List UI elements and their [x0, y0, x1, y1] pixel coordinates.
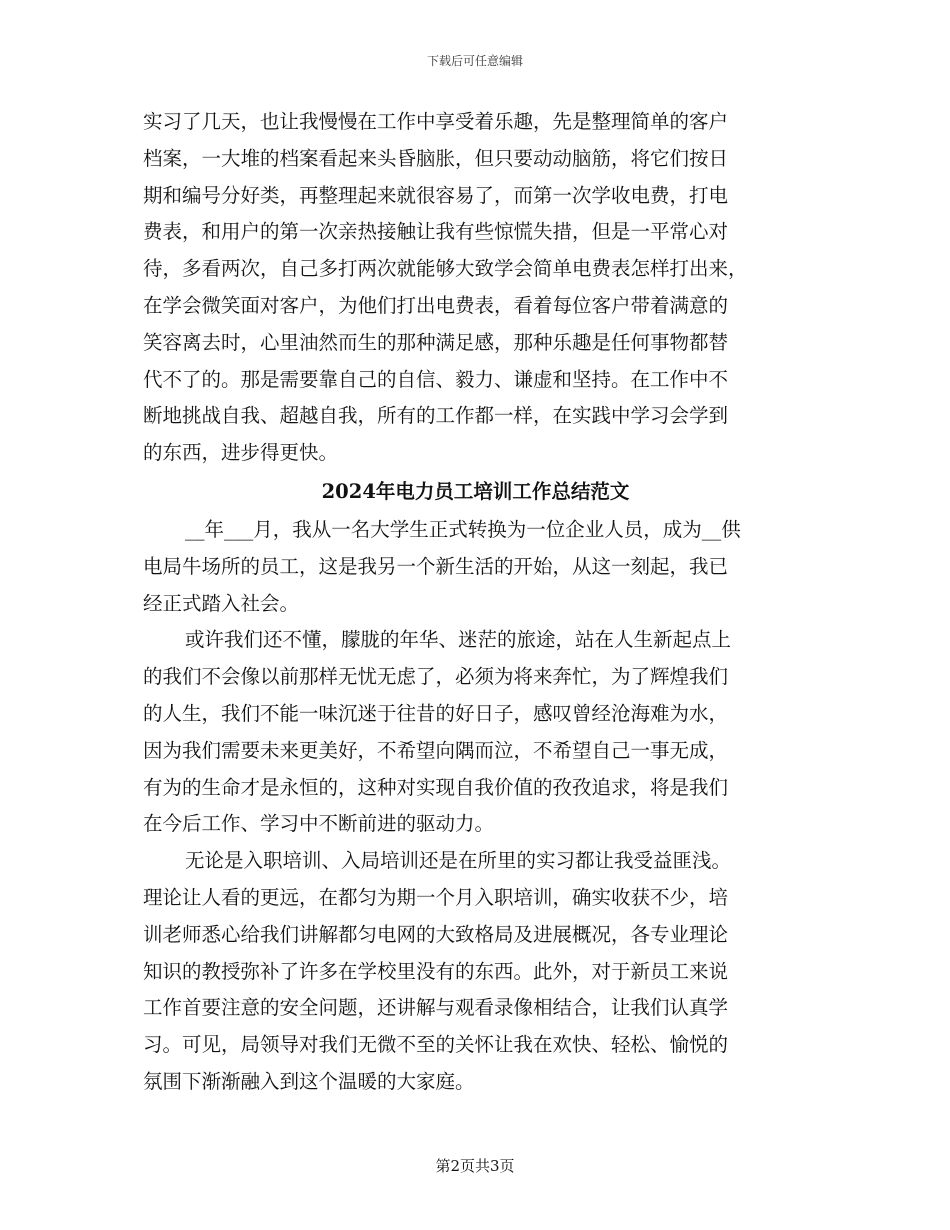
text-line: 习。可见，局领导对我们无微不至的关怀让我在欢快、轻松、愉悦的 [143, 1033, 729, 1057]
text-line: 断地挑战自我、超越自我，所有的工作都一样，在实践中学习会学到 [143, 404, 729, 428]
text-line: 笑容离去时，心里油然而生的那种满足感，那种乐趣是任何事物都替 [143, 330, 729, 354]
text-line: 实习了几天，也让我慢慢在工作中享受着乐趣，先是整理简单的客户 [143, 110, 729, 133]
text-line: 在学会微笑面对客户，为他们打出电费表，看着每位客户带着满意的 [143, 293, 729, 317]
text-line: 在今后工作、学习中不断前进的驱动力。 [143, 812, 495, 836]
page-header: 下载后可任意编辑 [426, 54, 523, 68]
text-line: 理论让人看的更远，在都匀为期一个月入职培训，确实收获不少，培 [143, 885, 729, 909]
text-line: 电局牛场所的员工，这是我另一个新生活的开始，从这一刻起，我已 [143, 554, 729, 578]
text-line: 期和编号分好类，再整理起来就很容易了，而第一次学收电费，打电 [143, 183, 729, 207]
text-line: 待，多看两次，自己多打两次就能够大致学会简单电费表怎样打出来， [143, 257, 748, 281]
paragraph-2 [143, 622, 808, 843]
text-line: 的东西，进步得更快。 [143, 441, 339, 465]
text-line: 或许我们还不懂，朦胧的年华、迷茫的旅途，站在人生新起点上 [185, 628, 732, 652]
text-line: 有为的生命才是永恒的，这种对实现自我价值的孜孜追求，将是我们 [143, 775, 729, 799]
page-number: 第2页共3页 [435, 1157, 515, 1175]
text-line: 代不了的。那是需要靠自己的自信、毅力、谦虚和坚持。在工作中不 [143, 367, 729, 391]
text-line: 氛围下渐渐融入到这个温暖的大家庭。 [143, 1069, 475, 1093]
text-line: 费表，和用户的第一次亲热接触让我有些惊慌失措，但是一平常心对 [143, 220, 729, 244]
text-line: 无论是入职培训、入局培训还是在所里的实习都让我受益匪浅。 [185, 849, 732, 873]
text-line: 训老师悉心给我们讲解都匀电网的大致格局及进展概况，各专业理论 [143, 922, 729, 946]
text-line: 工作首要注意的安全问题，还讲解与观看录像相结合，让我们认真学 [143, 996, 729, 1020]
text-line: 的人生，我们不能一味沉迷于往昔的好日子，感叹曾经沧海难为水， [143, 701, 729, 725]
text-line: __年___月，我从一名大学生正式转换为一位企业人员，成为__供 [185, 517, 741, 541]
text-line: 档案，一大堆的档案看起来头昏脑胀，但只要动动脑筋，将它们按日 [143, 146, 729, 170]
text-line: 的我们不会像以前那样无忧无虑了，必须为将来奔忙，为了辉煌我们 [143, 665, 729, 689]
section1-paragraph [143, 104, 808, 472]
article-title: 2024年电力员工培训工作总结范文 [321, 479, 630, 503]
paragraph-1 [143, 512, 808, 622]
text-line: 经正式踏入社会。 [143, 591, 300, 615]
text-line: 知识的教授弥补了许多在学校里没有的东西。此外，对于新员工来说 [143, 959, 729, 983]
text-line: 因为我们需要未来更美好，不希望向隅而泣，不希望自己一事无成， [143, 738, 729, 762]
document-body [143, 104, 808, 1101]
paragraph-3 [143, 843, 808, 1101]
